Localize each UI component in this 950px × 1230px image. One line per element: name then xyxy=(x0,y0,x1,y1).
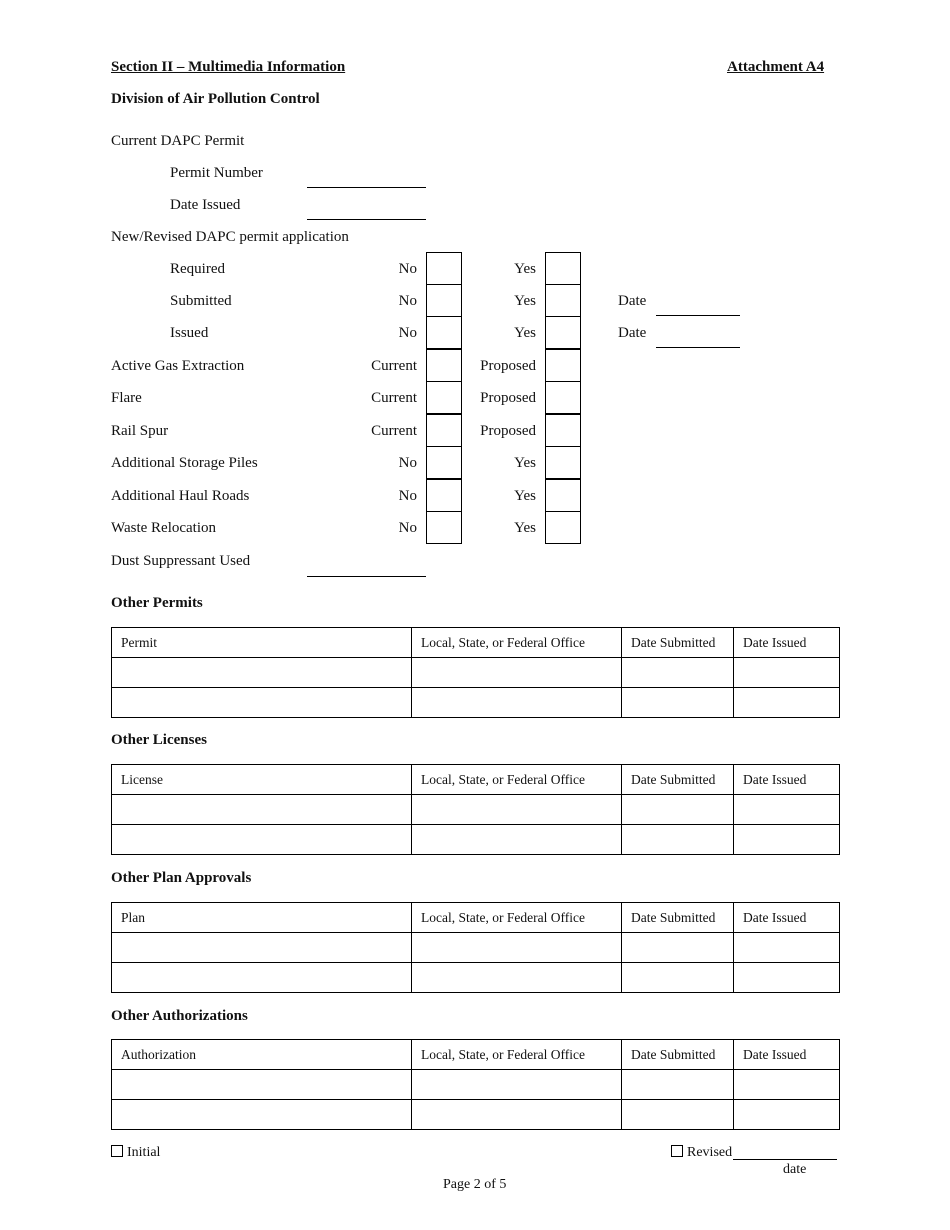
table-cell[interactable] xyxy=(112,658,412,688)
table-header-cell: Date Submitted xyxy=(622,765,734,795)
option-label: Proposed xyxy=(480,390,536,407)
table-cell[interactable] xyxy=(734,1070,840,1100)
table-row xyxy=(112,933,840,963)
table-cell[interactable] xyxy=(412,1070,622,1100)
table-header-row xyxy=(112,1040,840,1070)
table-cell[interactable] xyxy=(734,933,840,963)
initial-checkbox[interactable] xyxy=(111,1145,123,1157)
data-table xyxy=(111,1039,840,1130)
table-row xyxy=(112,1070,840,1100)
table-cell[interactable] xyxy=(112,825,412,855)
table-row xyxy=(112,688,840,718)
option-checkbox[interactable] xyxy=(545,252,581,285)
revised-label: Revised xyxy=(687,1145,733,1160)
table-cell[interactable] xyxy=(622,963,734,993)
data-table xyxy=(111,902,840,993)
item-label: Additional Storage Piles xyxy=(111,455,258,472)
table-cell[interactable] xyxy=(112,933,412,963)
table-cell[interactable] xyxy=(622,1100,734,1130)
table-row xyxy=(112,963,840,993)
revised-date-caption: date xyxy=(783,1162,807,1177)
option-checkbox[interactable] xyxy=(545,284,581,317)
table-header-cell: Date Submitted xyxy=(622,903,734,933)
option-checkbox[interactable] xyxy=(545,414,581,447)
table-cell[interactable] xyxy=(412,658,622,688)
section-title: Section II – Multimedia Information xyxy=(111,59,346,75)
table-cell[interactable] xyxy=(734,963,840,993)
option-label: Yes xyxy=(514,487,536,504)
table-cell[interactable] xyxy=(412,825,622,855)
item-label: Waste Relocation xyxy=(111,520,217,536)
table-cell[interactable] xyxy=(412,795,622,825)
table-cell[interactable] xyxy=(622,658,734,688)
table-cell[interactable] xyxy=(112,688,412,718)
table-title: Other Permits xyxy=(111,595,203,611)
data-table xyxy=(111,627,840,718)
table-header-row xyxy=(112,765,840,795)
permit-number-field[interactable] xyxy=(307,187,426,188)
option-label: Proposed xyxy=(480,358,536,374)
table-title: Other Authorizations xyxy=(111,1008,248,1024)
item-label: Additional Haul Roads xyxy=(111,487,250,504)
table-cell[interactable] xyxy=(622,688,734,718)
division-title: Division of Air Pollution Control xyxy=(111,91,320,107)
table-header-cell: Authorization xyxy=(112,1040,412,1070)
revised-option[interactable] xyxy=(671,1145,732,1161)
date-field[interactable] xyxy=(656,347,740,348)
option-checkbox[interactable] xyxy=(545,349,581,382)
attachment-label: Attachment A4 xyxy=(727,59,825,75)
option-checkbox[interactable] xyxy=(545,381,581,414)
table-cell[interactable] xyxy=(412,933,622,963)
date-label: Date xyxy=(618,325,647,341)
table-title: Other Licenses xyxy=(111,732,207,748)
table-row xyxy=(112,658,840,688)
option-label: Current xyxy=(371,358,417,374)
option-label: Yes xyxy=(514,455,536,472)
date-field[interactable] xyxy=(656,315,740,316)
table-header-cell: Plan xyxy=(112,903,412,933)
option-checkbox[interactable] xyxy=(545,479,581,512)
option-checkbox[interactable] xyxy=(545,511,581,544)
revised-date-field[interactable] xyxy=(733,1159,837,1160)
table-header-cell: Local, State, or Federal Office xyxy=(412,1040,622,1070)
option-checkbox[interactable] xyxy=(545,316,581,349)
current-permit-label: Current DAPC Permit xyxy=(111,133,245,149)
option-label: Yes xyxy=(514,261,536,277)
dust-suppressant-label: Dust Suppressant Used xyxy=(111,553,251,569)
table-header-cell: Date Submitted xyxy=(622,628,734,658)
table-cell[interactable] xyxy=(734,1100,840,1130)
application-row-label: Issued xyxy=(170,325,209,341)
option-label: Yes xyxy=(514,293,536,309)
table-cell[interactable] xyxy=(622,825,734,855)
option-label: Yes xyxy=(514,520,536,536)
table-cell[interactable] xyxy=(112,1100,412,1130)
table-row xyxy=(112,825,840,855)
table-cell[interactable] xyxy=(734,688,840,718)
table-header-cell: Local, State, or Federal Office xyxy=(412,765,622,795)
table-header-cell: Local, State, or Federal Office xyxy=(412,628,622,658)
table-row xyxy=(112,1100,840,1130)
table-cell[interactable] xyxy=(622,933,734,963)
initial-label: Initial xyxy=(127,1145,161,1160)
table-title: Other Plan Approvals xyxy=(111,870,252,886)
page-number: Page 2 of 5 xyxy=(443,1177,507,1192)
table-cell[interactable] xyxy=(412,688,622,718)
table-header-row xyxy=(112,903,840,933)
option-label: Yes xyxy=(514,325,536,341)
initial-option[interactable] xyxy=(111,1145,160,1161)
table-header-cell: Permit xyxy=(112,628,412,658)
table-cell[interactable] xyxy=(622,1070,734,1100)
table-header-cell: Date Issued xyxy=(734,1040,840,1070)
option-checkbox[interactable] xyxy=(545,446,581,479)
option-label: No xyxy=(398,487,417,504)
item-label: Active Gas Extraction xyxy=(111,358,245,374)
table-cell[interactable] xyxy=(412,963,622,993)
option-label: Current xyxy=(371,422,417,439)
table-cell[interactable] xyxy=(112,1070,412,1100)
option-label: No xyxy=(398,293,417,309)
item-label: Flare xyxy=(111,390,142,407)
table-cell[interactable] xyxy=(734,825,840,855)
option-label: No xyxy=(398,261,417,277)
permit-number-label: Permit Number xyxy=(170,165,263,181)
table-header-row xyxy=(112,628,840,658)
application-row-label: Required xyxy=(170,261,225,277)
application-row-label: Submitted xyxy=(170,293,232,309)
table-header-cell: License xyxy=(112,765,412,795)
table-row xyxy=(112,795,840,825)
table-cell[interactable] xyxy=(412,1100,622,1130)
table-cell[interactable] xyxy=(112,963,412,993)
date-issued-field[interactable] xyxy=(307,219,426,220)
option-label: No xyxy=(398,520,417,536)
option-label: No xyxy=(398,455,417,472)
table-header-cell: Date Issued xyxy=(734,903,840,933)
revised-checkbox[interactable] xyxy=(671,1145,683,1157)
table-cell[interactable] xyxy=(112,795,412,825)
table-header-cell: Date Submitted xyxy=(622,1040,734,1070)
date-issued-label: Date Issued xyxy=(170,197,241,213)
dust-suppressant-field[interactable] xyxy=(307,576,426,577)
data-table xyxy=(111,764,840,855)
application-label: New/Revised DAPC permit application xyxy=(111,229,349,245)
item-label: Rail Spur xyxy=(111,422,169,439)
table-cell[interactable] xyxy=(734,795,840,825)
option-label: Proposed xyxy=(480,422,536,439)
date-label: Date xyxy=(618,293,647,309)
table-header-cell: Local, State, or Federal Office xyxy=(412,903,622,933)
option-label: No xyxy=(398,325,417,341)
option-label: Current xyxy=(371,390,417,407)
table-header-cell: Date Issued xyxy=(734,765,840,795)
table-cell[interactable] xyxy=(734,658,840,688)
table-header-cell: Date Issued xyxy=(734,628,840,658)
table-cell[interactable] xyxy=(622,795,734,825)
